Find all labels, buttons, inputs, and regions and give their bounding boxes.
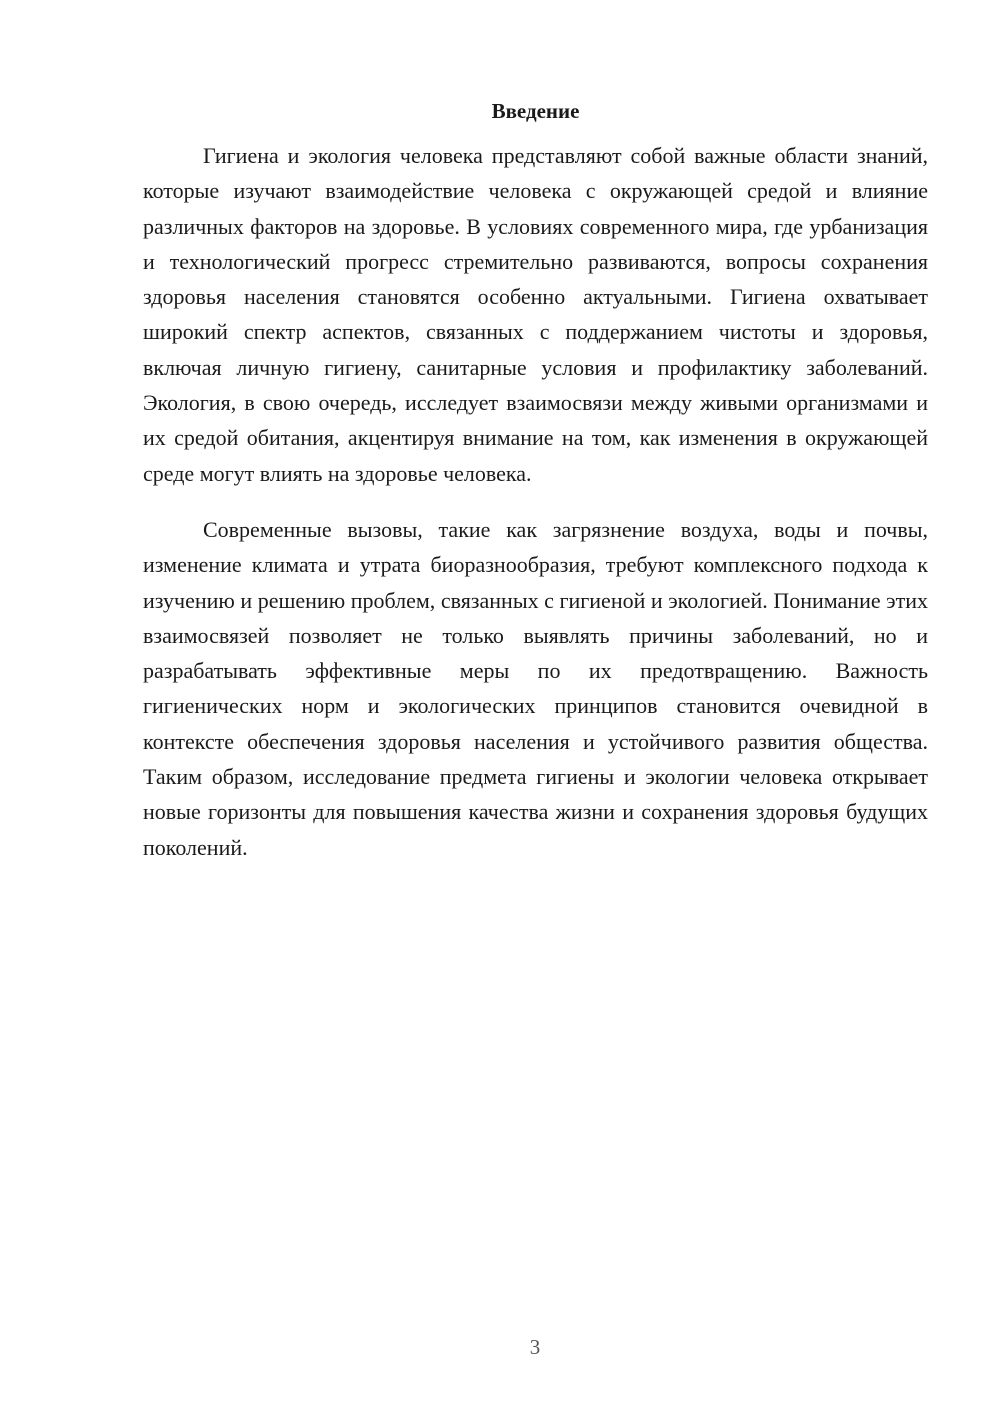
paragraph-1: Гигиена и экология человека представляют собой важные области знаний, которые изучают взаимодействие человека с окружающей средой и влияние различных факторов на здоровье. В условиях современного мира, где урбанизация и технологический прогресс стремительно развиваются, вопросы сохранения здоровья населения становятся особенно актуальными. Гигиена охватывает широкий спектр аспектов, связанных с поддержанием чистоты и здоровья, включая личную гигиену, санитарные условия и профилактику заболеваний. Экология, в свою очередь, исследует взаимосвязи между живыми организмами и их средой обитания, акцентируя внимание на том, как изменения в окружающей среде могут влиять на здоровье человека.: [143, 143, 928, 486]
page-content: [143, 96, 928, 865]
section-title: Введение: [491, 99, 580, 123]
paragraph-2: Современные вызовы, такие как загрязнение воздуха, воды и почвы, изменение климата и утрата биоразнообразия, требуют комплексного подхода к изучению и решению проблем, связанных с гигиеной и экологией. Понимание этих взаимосвязей позволяет не только выявлять причины заболеваний, но и разрабатывать эффективные меры по их предотвращению. Важность гигиенических норм и экологических принципов становится очевидной в контексте обеспечения здоровья населения и устойчивого развития общества. Таким образом, исследование предмета гигиены и экологии человека открывает новые горизонты для повышения качества жизни и сохранения здоровья будущих поколений.: [143, 516, 928, 860]
page-number: 3: [529, 1335, 541, 1359]
